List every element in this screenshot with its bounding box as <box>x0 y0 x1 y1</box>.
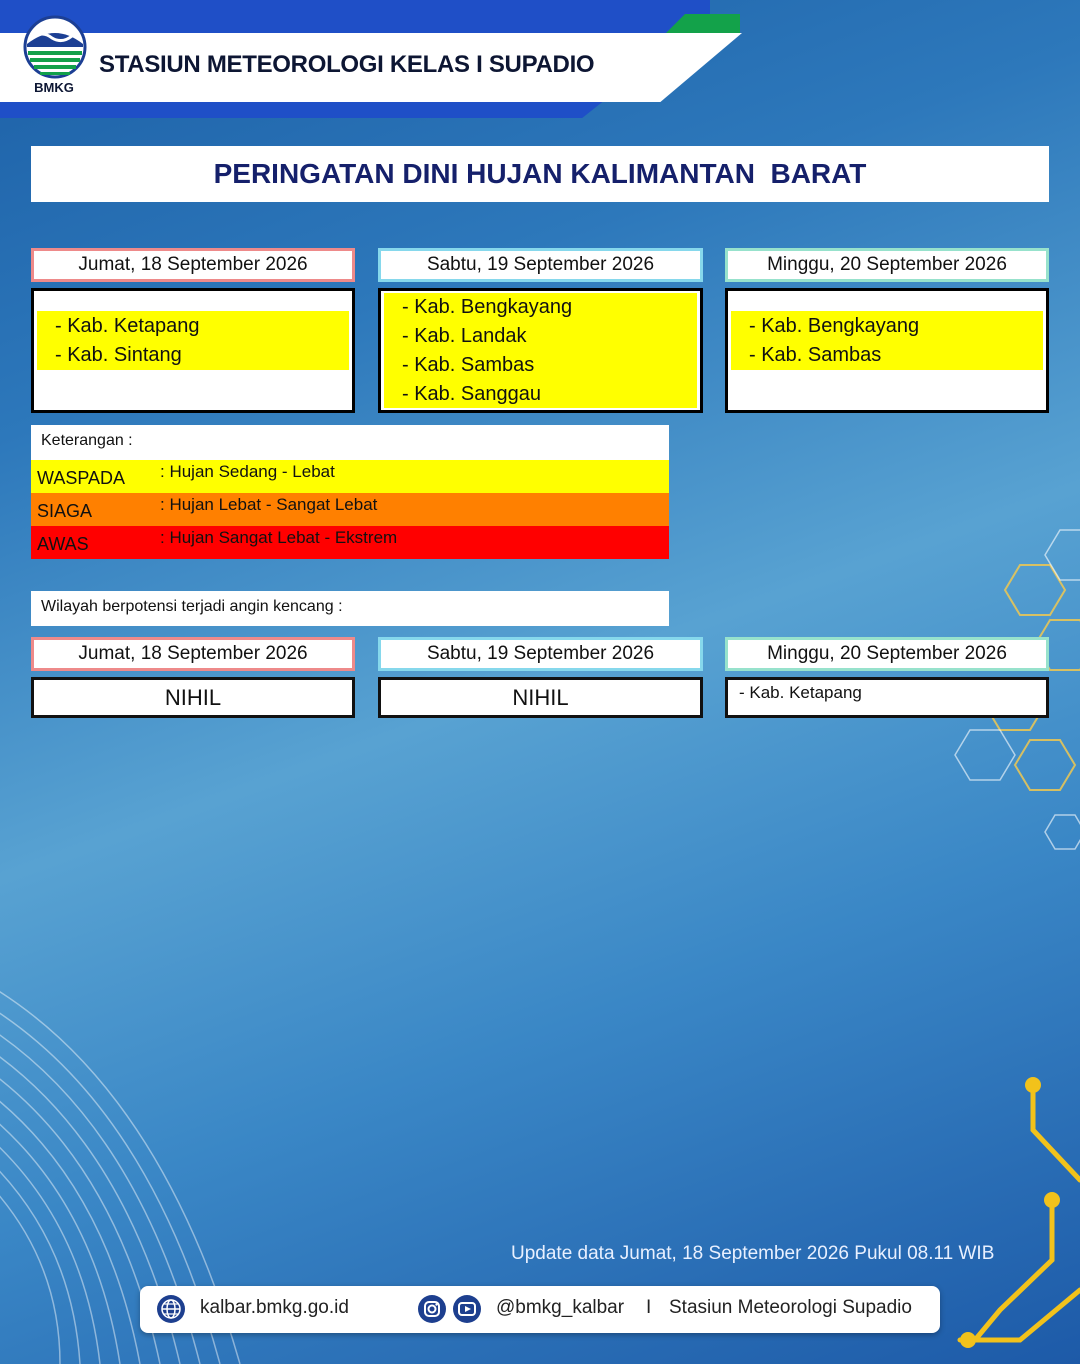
rain-region-box-2 <box>378 288 703 413</box>
rain-region-box-1 <box>31 288 355 413</box>
waspada-band <box>731 311 1043 370</box>
legend-title: Keterangan : <box>31 425 669 460</box>
youtube-icon[interactable] <box>452 1294 482 1324</box>
wind-value: - Kab. Ketapang <box>739 683 862 702</box>
rain-day-header-1: Jumat, 18 September 2026 <box>31 248 355 282</box>
legend-label: SIAGA <box>37 501 93 521</box>
legend-desc: : Hujan Sedang - Lebat <box>160 462 335 481</box>
wind-value-box-1 <box>31 677 355 718</box>
wind-day-header-2: Sabtu, 19 September 2026 <box>378 637 703 671</box>
wind-value-box-3 <box>725 677 1049 718</box>
region-item: - Kab. Sintang <box>55 344 182 366</box>
wind-value: NIHIL <box>512 684 569 710</box>
legend-row-awas <box>31 526 669 559</box>
region-item: - Kab. Bengkayang <box>749 315 920 337</box>
wind-value: NIHIL <box>164 684 222 710</box>
region-item: - Kab. Sanggau <box>402 383 541 405</box>
page-title: PERINGATAN DINI HUJAN KALIMANTAN BARAT <box>213 158 867 189</box>
rain-region-box-3 <box>725 288 1049 413</box>
wind-day-header-1: Jumat, 18 September 2026 <box>31 637 355 671</box>
rain-day-header-2: Sabtu, 19 September 2026 <box>378 248 703 282</box>
legend-label: WASPADA <box>37 468 126 488</box>
legend-row-waspada <box>31 460 669 493</box>
rain-day-header-3: Minggu, 20 September 2026 <box>725 248 1049 282</box>
legend-desc: : Hujan Lebat - Sangat Lebat <box>160 495 378 514</box>
legend-desc: : Hujan Sangat Lebat - Ekstrem <box>160 528 398 547</box>
footer-separator: I <box>646 1297 652 1318</box>
wind-value-box-2 <box>378 677 703 718</box>
station-title: STASIUN METEOROLOGI KELAS I SUPADIO <box>99 51 595 78</box>
region-item: - Kab. Landak <box>402 325 527 347</box>
region-item: - Kab. Sambas <box>402 354 535 376</box>
update-text: Update data Jumat, 18 September 2026 Pukul 08.11 WIB <box>511 1243 995 1264</box>
wind-title: Wilayah berpotensi terjadi angin kencang : <box>31 591 669 626</box>
legend-label: AWAS <box>37 534 89 554</box>
instagram-icon[interactable] <box>417 1294 447 1324</box>
region-item: - Kab. Sambas <box>749 344 882 366</box>
footer-bar <box>140 1286 940 1333</box>
website-link[interactable]: kalbar.bmkg.go.id <box>200 1297 349 1318</box>
social-handle[interactable]: @bmkg_kalbar <box>496 1297 625 1318</box>
station-name: Stasiun Meteorologi Supadio <box>669 1297 912 1318</box>
waspada-band <box>384 293 697 408</box>
globe-icon <box>156 1294 186 1324</box>
legend-row-siaga <box>31 493 669 526</box>
logo-text: BMKG <box>34 80 74 95</box>
main-title-box <box>31 146 1049 202</box>
wind-day-header-3: Minggu, 20 September 2026 <box>725 637 1049 671</box>
region-item: - Kab. Bengkayang <box>402 296 573 318</box>
region-item: - Kab. Ketapang <box>55 315 200 337</box>
waspada-band <box>37 311 349 370</box>
